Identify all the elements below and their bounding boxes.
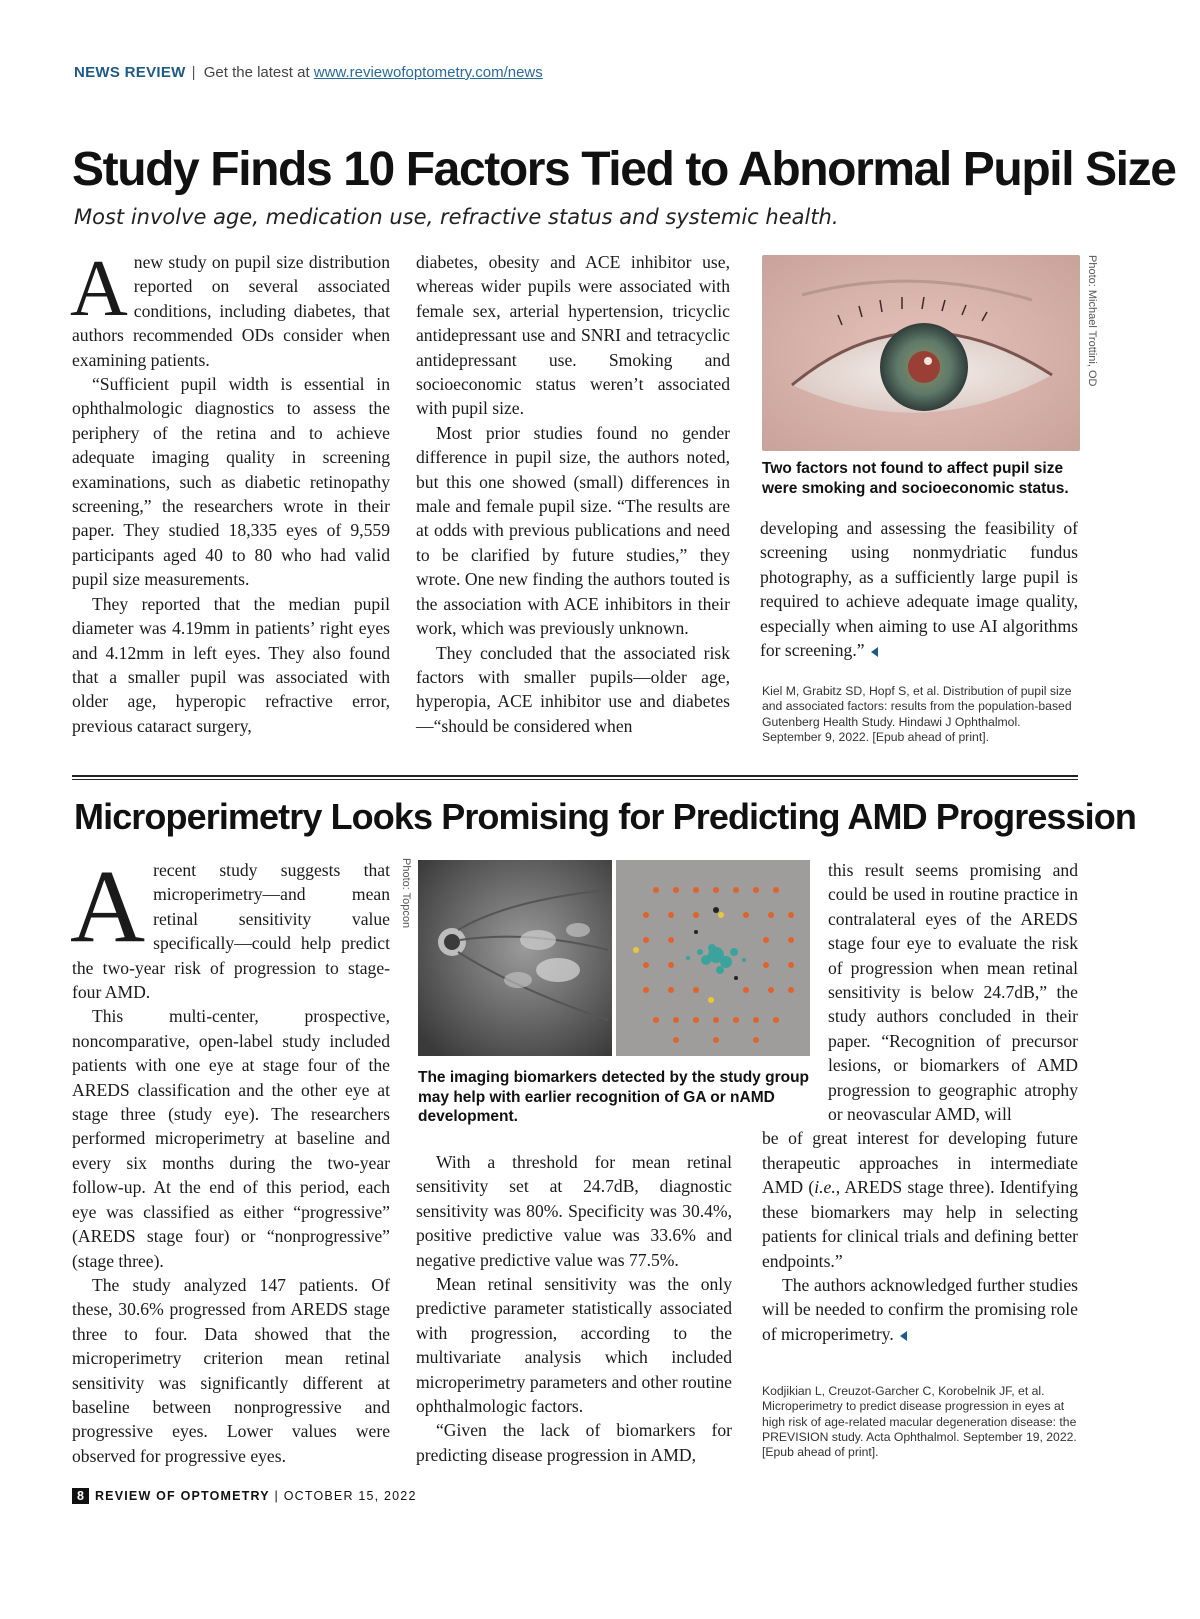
article1-paragraph: diabetes, obesity and ACE inhibitor use, whereas wider pupils were associated with female sex, arterial hypertension, tricyclic antidepressant use and SNRI and tetracyclic antidepressant use. Smoking and socioeconomic status weren’t associated with pupil size. (416, 252, 730, 419)
fundus-image (418, 860, 612, 1056)
page-number: 8 (72, 1488, 89, 1504)
article1-paragraph: developing and assessing the feasibility of screening using nonmydriatic fundus photography, as a sufficiently large pupil is required to achieve adequate image quality, especially when aiming to use AI algorithms for screening.” (760, 518, 1078, 661)
figure-caption: The imaging biomarkers detected by the study group may help with earlier recognition of GA or nAMD development. (418, 1069, 810, 1125)
dropcap: A (70, 849, 146, 964)
article1-column-1 (70, 245, 390, 738)
article1-paragraph: They concluded that the associated risk factors with smaller pupils—older age, hyperopia, ACE inhibitor use and diabetes—“should be considered when (416, 642, 730, 736)
dropcap: A (70, 245, 128, 333)
photo-credit: Photo: Topcon (400, 858, 412, 929)
article1-paragraph: They reported that the median pupil diameter was 4.19mm in patients’ right eyes and 4.12mm in left eyes. They also found that a smaller pupil was associated with older age, hyperopic refractive error, previous cataract surgery, (72, 593, 390, 736)
article2-column-1 (70, 849, 390, 1468)
issue-date: OCTOBER 15, 2022 (283, 1489, 417, 1503)
article2-paragraph: The study analyzed 147 patients. Of these, 30.6% progressed from AREDS stage three to four. Data showed that the microperimetry criterion mean retinal sensitivity was significantly different at baseline between nonprogressive and progressive eyes. Lower values were observed for progressive eyes. (72, 1274, 390, 1466)
news-link[interactable]: www.reviewofoptometry.com/news (313, 64, 543, 81)
article2-column-3 (762, 858, 1078, 1346)
running-header (74, 64, 543, 81)
section-label: NEWS REVIEW (74, 64, 186, 81)
photo-caption: Two factors not found to affect pupil size were smoking and socioeconomic status. (762, 460, 1069, 497)
header-separator: | (191, 64, 196, 81)
article1-column-3 (760, 516, 1078, 662)
article1-column-2 (416, 250, 730, 738)
article2-paragraph: This multi-center, prospective, noncomparative, open-label study included patients with one eye at stage four of the AREDS classification and the other eye at stage three (study eye). The researchers performed microperimetry at baseline and every six months during the two-year follow-up. At the end of this period, each eye was classified as either “progressive” (AREDS stage four) or “nonprogressive” (stage three). (72, 1006, 390, 1271)
publication-name: REVIEW OF OPTOMETRY (94, 1489, 270, 1503)
end-mark-icon (871, 647, 878, 657)
article1-paragraph: Most prior studies found no gender difference in pupil size, the authors noted, but this one showed (small) differences in male and female pupil size. “The results are at odds with previous publications and need to be clarified by future studies,” they wrote. One new finding the authors touted is the association with ACE inhibitors in their work, which was previously unknown. (416, 422, 730, 639)
photo-credit: Photo: Michael Trottini, OD (1086, 255, 1098, 387)
eye-photo (762, 255, 1080, 451)
article2-paragraph: this result seems promising and could be used in routine practice in contralateral eyes of the AREDS stage four eye to evaluate the risk of progression when mean retinal sensitivity is below 24.7dB,” the study authors concluded in their paper. “Recognition of precursor lesions, or biomarkers of AMD progression to geographic atrophy or neovascular AMD, will (828, 860, 1078, 1125)
article2-paragraph: “Given the lack of biomarkers for predicting disease progression in AMD, (416, 1420, 732, 1465)
article2-paragraph: be of great interest for developing future therapeutic approaches in intermediate AMD (i.e., AREDS stage three). Identifying these biomarkers may help in selecting patients for clinical trials and defining better endpoints.” (762, 1128, 1078, 1271)
article1-title: Study Finds 10 Factors Tied to Abnormal Pupil Size (72, 143, 1176, 196)
article1-deck: Most involve age, medication use, refractive status and systemic health. (74, 205, 839, 229)
page-footer (72, 1488, 417, 1504)
article1-paragraph: Anew study on pupil size distribution reported on several associated conditions, including diabetes, that authors recommended ODs consider when examining patients. (70, 245, 390, 370)
section-divider (72, 775, 1078, 780)
article2-paragraph: Mean retinal sensitivity was the only predictive parameter statistically associated with progression, according to the multivariate analysis which included microperimetry parameters and other routine ophthalmologic factors. (416, 1274, 732, 1417)
article2-title: Microperimetry Looks Promising for Predicting AMD Progression (74, 796, 1136, 837)
footer-separator: | (274, 1489, 279, 1503)
article2-paragraph: The authors acknowledged further studies will be needed to confirm the promising role of microperimetry. (762, 1274, 1078, 1344)
article2-reference: Kodjikian L, Creuzot-Garcher C, Korobelnik JF, et al. Microperimetry to predict disease progression in eyes at high risk of age-related macular degeneration disease: the PREVISION study. Acta Ophthalmol. September 19, 2022. [Epub ahead of print]. (762, 1384, 1077, 1460)
end-mark-icon (900, 1331, 907, 1341)
article2-column-2 (416, 1150, 732, 1467)
article2-paragraph: Arecent study suggests that microperimetry—and mean retinal sensitivity value specifically—could help predict the two-year risk of progression to stage-four AMD. (70, 849, 390, 1003)
article2-paragraph: With a threshold for mean retinal sensitivity set at 24.7dB, diagnostic sensitivity was 80%. Specificity was 30.4%, positive predictive value was 33.6% and negative predictive value was 77.5%. (416, 1152, 732, 1270)
header-prefix: Get the latest at (203, 64, 310, 81)
article1-paragraph: “Sufficient pupil width is essential in ophthalmologic diagnostics to assess the periphery of the retina and to achieve adequate imaging quality in screening examinations, such as diabetic retinopathy screening,” the researchers wrote in their paper. They studied 18,335 eyes of 9,559 participants aged 40 to 80 who had valid pupil size measurements. (72, 374, 390, 590)
article1-reference: Kiel M, Grabitz SD, Hopf S, et al. Distribution of pupil size and associated factors: results from the population-based Gutenberg Health Study. Hindawi J Ophthalmol. September 9, 2022. [Epub ahead of print]. (762, 684, 1072, 744)
